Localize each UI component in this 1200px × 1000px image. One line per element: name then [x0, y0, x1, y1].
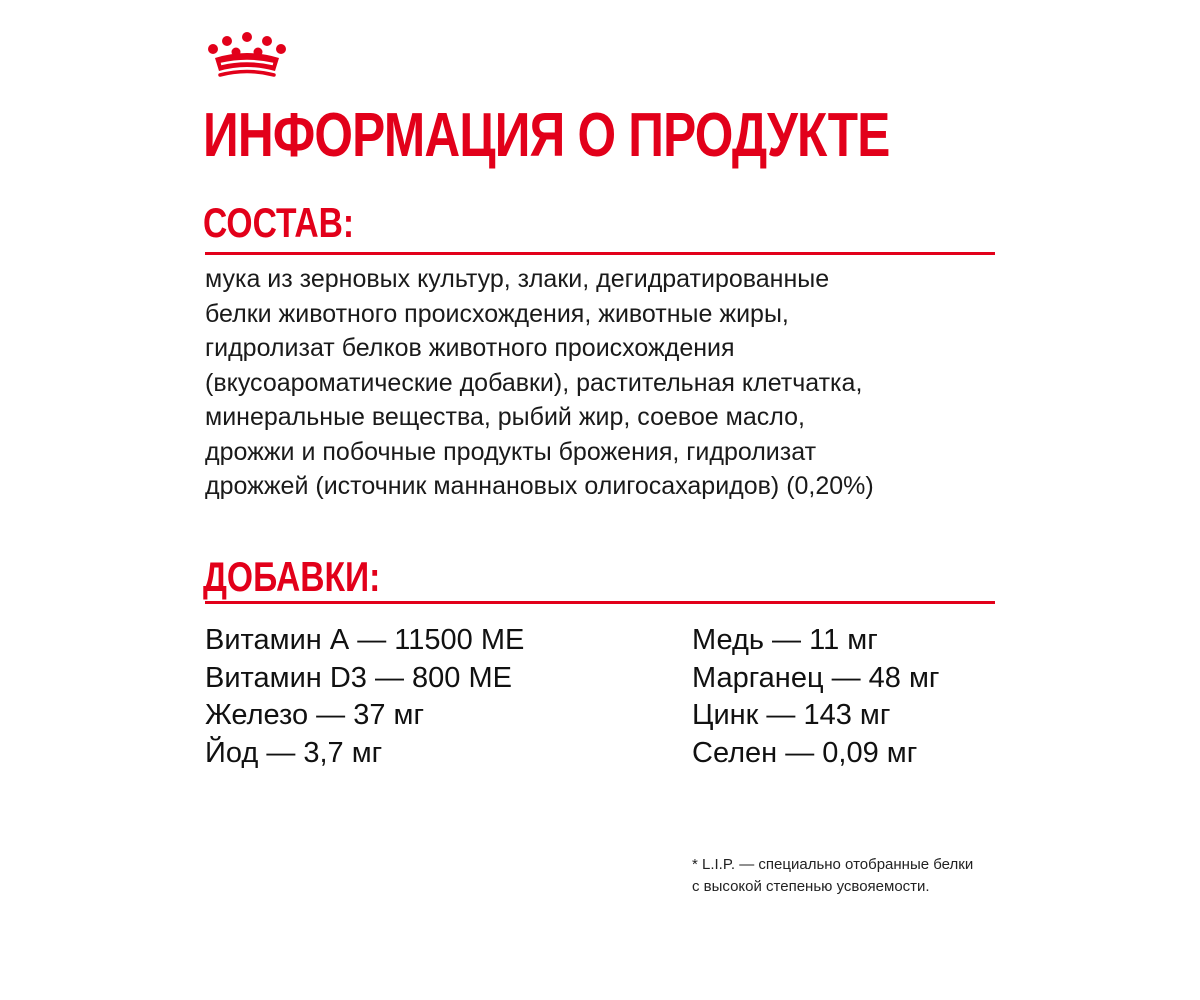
crown-logo-icon — [205, 32, 289, 80]
additives-divider — [205, 601, 995, 604]
additive-item: Железо — 37 мг — [205, 699, 425, 731]
composition-line: мука из зерновых культур, злаки, дегидратированные — [205, 265, 830, 293]
composition-line: гидролизат белков животного происхождения — [205, 334, 735, 362]
additives-list — [205, 622, 995, 772]
additive-item: Витамин А — 11500 МЕ — [205, 624, 525, 656]
additive-item: Витамин D3 — 800 МЕ — [205, 661, 512, 694]
composition-divider — [205, 252, 995, 255]
composition-line: белки животного происхождения, животные жиры, — [205, 299, 789, 328]
composition-line: (вкусоароматические добавки), растительная клетчатка, — [205, 368, 863, 397]
additives-left-column — [205, 622, 692, 772]
additive-item: Марганец — 48 мг — [692, 661, 940, 694]
footnote-line: * L.I.P. — специально отобранные белки — [692, 856, 974, 873]
additive-item: Йод — 3,7 мг — [205, 736, 383, 769]
composition-line: дрожжей (источник маннановых олигосахаридов) (0,20%) — [205, 472, 874, 500]
page-title: ИНФОРМАЦИЯ О ПРОДУКТЕ — [203, 101, 890, 170]
additives-right-column — [692, 622, 992, 772]
composition-line: минеральные вещества, рыбий жир, соевое масло, — [205, 403, 805, 431]
additive-item: Селен — 0,09 мг — [692, 736, 918, 769]
additive-item: Цинк — 143 мг — [692, 699, 891, 731]
composition-line: дрожжи и побочные продукты брожения, гидролизат — [205, 437, 817, 466]
additive-item: Медь — 11 мг — [692, 624, 878, 656]
footnote — [692, 854, 1052, 898]
additives-heading: ДОБАВКИ: — [203, 553, 381, 600]
composition-heading: СОСТАВ: — [203, 199, 355, 246]
footnote-line: с высокой степенью усвояемости. — [692, 878, 930, 895]
composition-text — [205, 262, 1005, 504]
